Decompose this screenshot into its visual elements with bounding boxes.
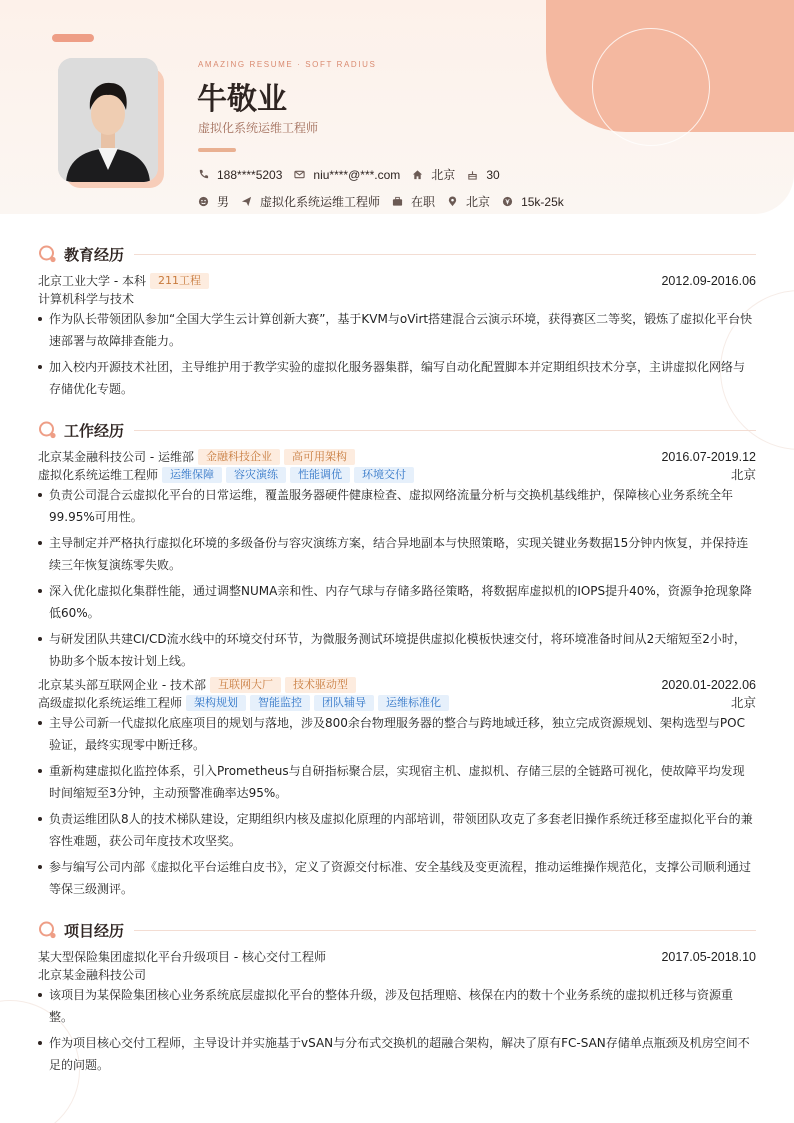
job-date: 2020.01-2022.06 xyxy=(661,678,756,692)
project-name: 某大型保险集团虚拟化平台升级项目 - 核心交付工程师 xyxy=(38,950,326,964)
section-header xyxy=(38,919,756,941)
phone-item xyxy=(198,168,282,182)
work-section xyxy=(38,419,756,904)
target-city-text: 北京 xyxy=(466,195,491,209)
gender-text: 男 xyxy=(217,195,230,209)
education-row xyxy=(38,272,756,290)
role-tag: 团队辅导 xyxy=(314,695,374,711)
email-item xyxy=(294,168,400,182)
decorative-bar xyxy=(52,34,94,42)
section-title: 工作经历 xyxy=(64,421,125,440)
job-date: 2016.07-2019.12 xyxy=(661,450,756,464)
job-bullets xyxy=(38,712,756,900)
company-row xyxy=(38,448,756,466)
education-date: 2012.09-2016.06 xyxy=(661,274,756,288)
project-entry xyxy=(38,948,756,1076)
education-section xyxy=(38,243,756,404)
job-entry xyxy=(38,676,756,900)
project-row xyxy=(38,948,756,966)
mail-icon xyxy=(294,169,305,180)
list-item: 负责运维团队8人的技术梯队建设，定期组织内核及虚拟化原理的内部培训，带领团队攻克了多套老旧操作系统迁移至虚拟化平台的兼容性难题，获公司年度技术攻坚奖。 xyxy=(38,808,756,852)
list-item: 与研发团队共建CI/CD流水线中的环境交付环节，为微服务测试环境提供虚拟化模板快速交付，将环境准备时间从2天缩短至2小时，协助多个版本按计划上线。 xyxy=(38,628,756,672)
magnifier-icon xyxy=(38,420,58,440)
home-city-text: 北京 xyxy=(431,168,456,182)
phone-icon xyxy=(198,169,209,180)
person-portrait-icon xyxy=(58,58,158,182)
major-name: 计算机科学与技术 xyxy=(38,292,135,306)
list-item: 该项目为某保险集团核心业务系统底层虚拟化平台的整体升级，涉及包括理赔、核保在内的数十个业务系统的虚拟机迁移与资源重整。 xyxy=(38,984,756,1028)
briefcase-icon xyxy=(392,196,403,207)
role-tag: 运维标准化 xyxy=(378,695,449,711)
list-item: 负责公司混合云虚拟化平台的日常运维，覆盖服务器硬件健康检查、虚拟网络流量分析与交换机基线维护，保障核心业务系统全年99.95%可用性。 xyxy=(38,484,756,528)
role-name: 高级虚拟化系统运维工程师 xyxy=(38,696,183,710)
role-tag: 架构规划 xyxy=(186,695,246,711)
section-divider xyxy=(134,430,756,431)
project-bullets xyxy=(38,984,756,1076)
role-tag: 环境交付 xyxy=(354,467,414,483)
company-name: 北京某金融科技公司 - 运维部 xyxy=(38,450,194,464)
list-item: 参与编写公司内部《虚拟化平台运维白皮书》，定义了资源交付标准、安全基线及变更流程，推动运维操作规范化，支撑公司顺利通过等保三级测评。 xyxy=(38,856,756,900)
section-title: 项目经历 xyxy=(64,921,125,940)
role-row xyxy=(38,466,756,484)
role-row xyxy=(38,694,756,712)
target-role-item xyxy=(241,193,380,210)
list-item: 重新构建虚拟化监控体系，引入Prometheus与自研指标聚合层，实现宿主机、虚拟机、存储三层的全链路可视化，使故障平均发现时间缩短至3分钟，主动预警准确率达95%。 xyxy=(38,760,756,804)
candidate-title: 虚拟化系统运维工程师 xyxy=(198,121,319,135)
list-item: 加入校内开源技术社团，主导维护用于教学实验的虚拟化服务器集群，编写自动化配置脚本并定期组织技术分享，主讲虚拟化网络与存储优化专题。 xyxy=(38,356,756,400)
list-item: 作为队长带领团队参加“全国大学生云计算创新大赛”，基于KVM与oVirt搭建混合云演示环境，获得赛区二等奖，锻炼了虚拟化平台快速部署与故障排查能力。 xyxy=(38,308,756,352)
project-org: 北京某金融科技公司 xyxy=(38,968,147,982)
company-tag: 高可用架构 xyxy=(284,449,355,465)
resume-header xyxy=(0,0,794,214)
school-tag: 211工程 xyxy=(150,273,209,289)
home-city-item xyxy=(412,166,455,183)
company-tag: 技术驱动型 xyxy=(285,677,356,693)
target-role-text: 虚拟化系统运维工程师 xyxy=(260,195,381,209)
magnifier-icon xyxy=(38,244,58,264)
company-tag: 互联网大厂 xyxy=(210,677,281,693)
projects-section xyxy=(38,919,756,1080)
section-title: 教育经历 xyxy=(64,245,125,264)
section-divider xyxy=(134,930,756,931)
project-date: 2017.05-2018.10 xyxy=(661,950,756,964)
decorative-ring xyxy=(592,28,710,146)
salary-item xyxy=(502,195,564,209)
company-tag: 金融科技企业 xyxy=(198,449,280,465)
section-divider xyxy=(134,254,756,255)
profile-info-row xyxy=(198,193,576,210)
list-item: 主导公司新一代虚拟化底座项目的规划与落地，涉及800余台物理服务器的整合与跨地域迁移，独立完成资源规划、架构选型与POC验证，最终实现零中断迁移。 xyxy=(38,712,756,756)
company-name: 北京某头部互联网企业 - 技术部 xyxy=(38,678,206,692)
contact-info-row xyxy=(198,166,512,183)
target-city-item xyxy=(447,193,490,210)
list-item: 深入优化虚拟化集群性能，通过调整NUMA亲和性、内存气球与存储多路径策略，将数据库虚拟机的IOPS提升40%，资源争抢现象降低60%。 xyxy=(38,580,756,624)
section-header xyxy=(38,419,756,441)
job-status-item xyxy=(392,193,435,210)
job-entry xyxy=(38,448,756,672)
age-item xyxy=(467,168,499,182)
role-tag: 容灾演练 xyxy=(226,467,286,483)
role-tag: 性能调优 xyxy=(290,467,350,483)
salary-text: 15k-25k xyxy=(521,194,564,209)
section-header xyxy=(38,243,756,265)
resume-tagline: AMAZING RESUME · SOFT RADIUS xyxy=(198,60,377,69)
gender-item xyxy=(198,193,229,210)
education-bullets xyxy=(38,308,756,400)
send-icon xyxy=(241,196,252,207)
list-item: 主导制定并严格执行虚拟化环境的多级备份与容灾演练方案，结合异地副本与快照策略，实现关键业务数据15分钟内恢复，并保持连续三年恢复演练零失败。 xyxy=(38,532,756,576)
magnifier-icon xyxy=(38,920,58,940)
profile-photo xyxy=(58,58,158,182)
title-underline xyxy=(198,148,236,152)
company-row xyxy=(38,676,756,694)
age-text: 30 xyxy=(486,167,500,182)
list-item: 作为项目核心交付工程师，主导设计并实施基于vSAN与分布式交换机的超融合架构，解决了原有FC-SAN存储单点瓶颈及机房空间不足的问题。 xyxy=(38,1032,756,1076)
gender-icon xyxy=(198,196,209,207)
salary-icon xyxy=(502,196,513,207)
location-icon xyxy=(447,196,458,207)
phone-text: 188****5203 xyxy=(217,167,283,182)
candidate-name: 牛敬业 xyxy=(197,82,287,117)
job-city: 北京 xyxy=(730,696,756,710)
job-status-text: 在职 xyxy=(411,195,436,209)
email-text: niu****@***.com xyxy=(313,167,401,182)
role-name: 虚拟化系统运维工程师 xyxy=(38,468,159,482)
school-name: 北京工业大学 - 本科 xyxy=(38,274,146,288)
role-tag: 智能监控 xyxy=(250,695,310,711)
job-city: 北京 xyxy=(730,468,756,482)
job-bullets xyxy=(38,484,756,672)
role-tag: 运维保障 xyxy=(162,467,222,483)
cake-icon xyxy=(467,169,478,180)
home-icon xyxy=(412,169,423,180)
